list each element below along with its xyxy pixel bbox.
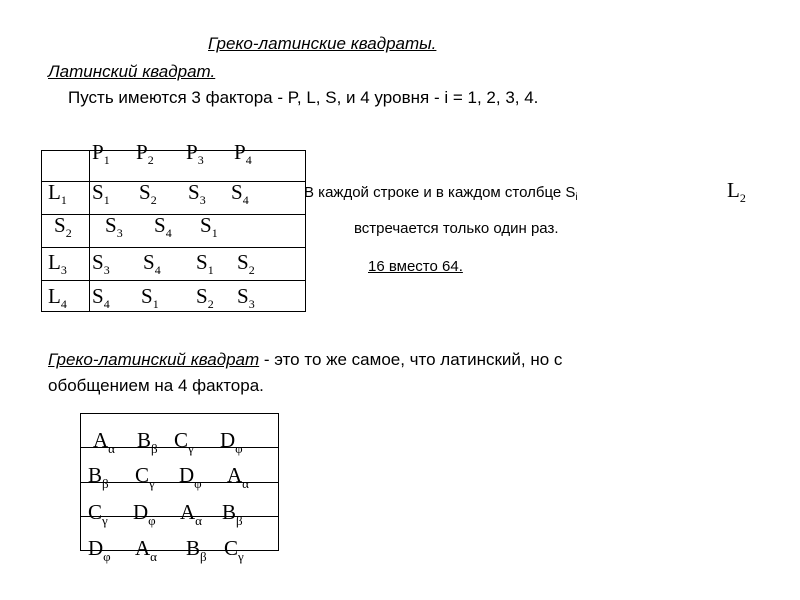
cell: $S_3$ bbox=[188, 180, 206, 207]
gl-cell: $D_\varphi$ bbox=[88, 536, 111, 564]
cell: $S_2$ bbox=[139, 180, 157, 207]
gl-cell: $A_\alpha$ bbox=[135, 536, 157, 564]
cell: $S_2$ bbox=[196, 284, 214, 311]
grid-line bbox=[305, 150, 306, 312]
cell: $S_4$ bbox=[143, 250, 161, 277]
cell: $S_3$ bbox=[92, 250, 110, 277]
grid-line bbox=[41, 150, 42, 312]
cell: $S_4$ bbox=[231, 180, 249, 207]
grid-line bbox=[41, 181, 306, 182]
greco-latin-definition-line-1: Греко-латинский квадрат - это то же самое, что латинский, но с bbox=[48, 350, 563, 369]
cell: $S_1$ bbox=[196, 250, 214, 277]
row-label-l1: $L_1$ bbox=[48, 180, 67, 207]
section-title-latin-square: Латинский квадрат. bbox=[48, 62, 216, 81]
grid-line bbox=[41, 280, 306, 281]
grid-line bbox=[89, 150, 90, 312]
cell: $S_3$ bbox=[237, 284, 255, 311]
gl-cell: $A_\alpha$ bbox=[227, 463, 249, 491]
header-p3: $P_3$ bbox=[186, 140, 204, 167]
gl-cell: $C_\gamma$ bbox=[224, 536, 244, 564]
intro-text: Пусть имеются 3 фактора - P, L, S, и 4 уровня - i = 1, 2, 3, 4. bbox=[68, 88, 539, 107]
row-label-l3: $L_3$ bbox=[48, 250, 67, 277]
cell: $S_1$ bbox=[141, 284, 159, 311]
note-line-2: встречается только один раз. bbox=[354, 220, 559, 237]
greco-latin-term: Греко-латинский квадрат bbox=[48, 350, 260, 369]
gl-cell: $B_\beta$ bbox=[137, 428, 158, 456]
header-p1: $P_1$ bbox=[92, 140, 110, 167]
gl-cell: $B_\beta$ bbox=[186, 536, 207, 564]
cell: $S_1$ bbox=[92, 180, 110, 207]
note-line-3: 16 вместо 64. bbox=[368, 258, 463, 275]
gl-cell: $A_\alpha$ bbox=[180, 500, 202, 528]
greco-latin-definition-line-2: обобщением на 4 фактора. bbox=[48, 376, 264, 395]
gl-cell: $B_\beta$ bbox=[88, 463, 109, 491]
gl-cell: $C_\gamma$ bbox=[135, 463, 155, 491]
cell: $S_3$ bbox=[105, 213, 123, 240]
gl-cell: $A_\alpha$ bbox=[93, 428, 115, 456]
grid-line bbox=[41, 214, 306, 215]
gl-cell: $C_\gamma$ bbox=[88, 500, 108, 528]
grid-line bbox=[80, 413, 279, 414]
cell: $S_2$ bbox=[237, 250, 255, 277]
grid-line bbox=[41, 247, 306, 248]
gl-cell: $B_\beta$ bbox=[222, 500, 243, 528]
gl-cell: $D_\varphi$ bbox=[179, 463, 202, 491]
latin-square-grid bbox=[41, 150, 306, 312]
cell: $S_2$ bbox=[54, 213, 72, 240]
header-p4: $P_4$ bbox=[234, 140, 252, 167]
page-title: Греко-латинские квадраты. bbox=[208, 34, 437, 53]
header-p2: $P_2$ bbox=[136, 140, 154, 167]
gl-cell: $D_\varphi$ bbox=[133, 500, 156, 528]
grid-line bbox=[41, 311, 306, 312]
cell: $S_4$ bbox=[92, 284, 110, 311]
note-line-1: В каждой строке и в каждом столбце $S_i$ bbox=[304, 184, 578, 203]
row-label-l4: $L_4$ bbox=[48, 284, 67, 311]
gl-cell: $D_\varphi$ bbox=[220, 428, 243, 456]
grid-line bbox=[41, 150, 306, 151]
cell: $S_1$ bbox=[200, 213, 218, 240]
gl-cell: $C_\gamma$ bbox=[174, 428, 194, 456]
floating-label-l2: $L_2$ bbox=[727, 178, 746, 205]
cell: $S_4$ bbox=[154, 213, 172, 240]
